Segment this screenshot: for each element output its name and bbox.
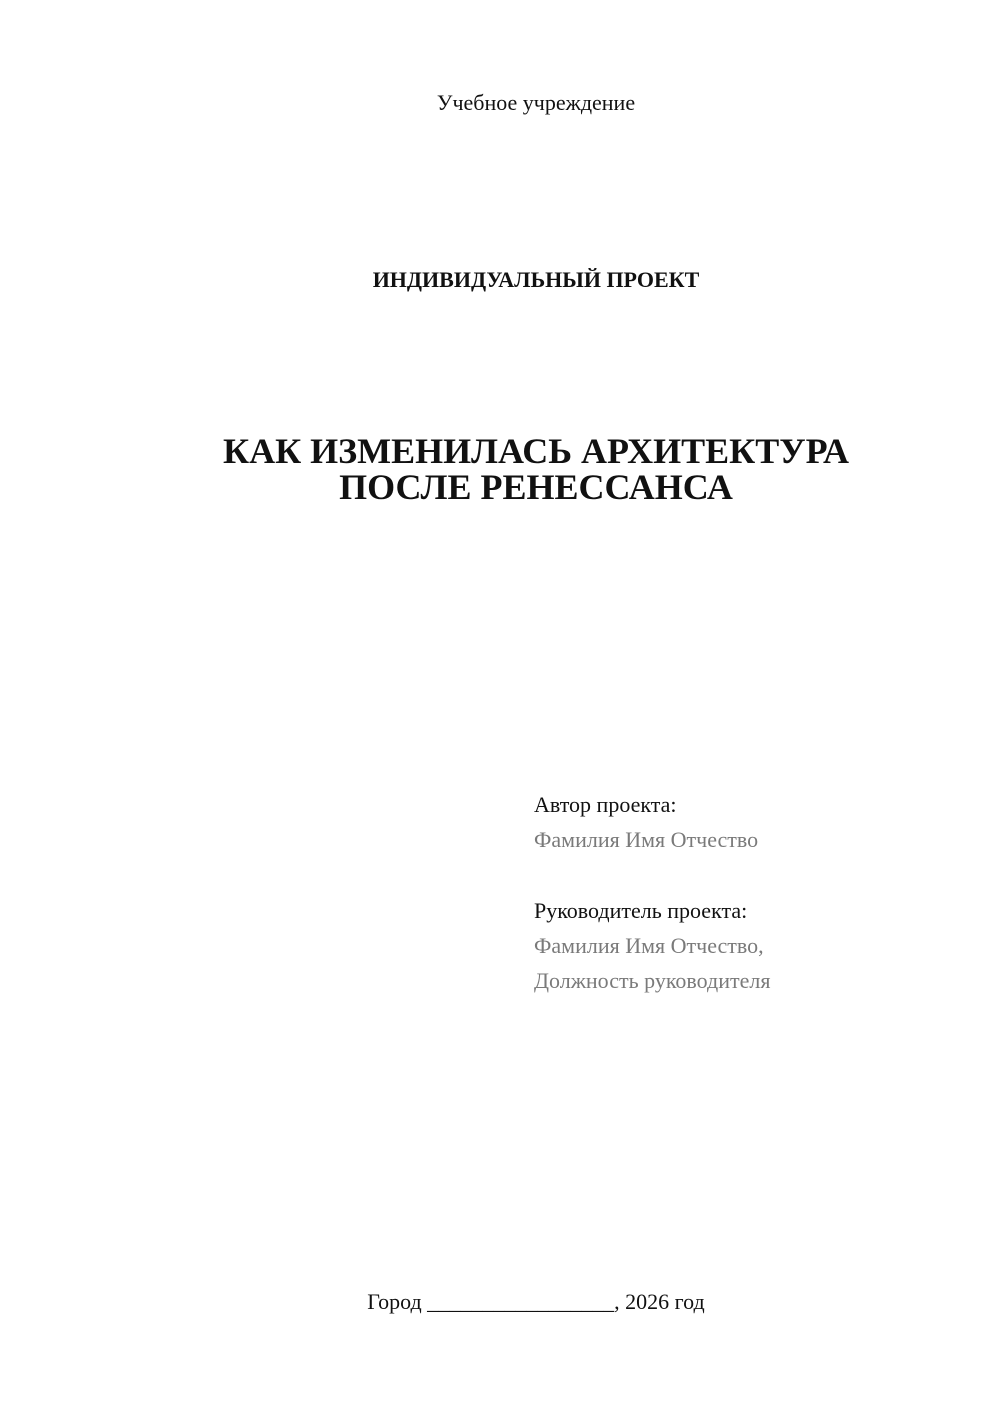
supervisor-label: Руководитель проекта: — [534, 898, 748, 923]
city-year-line: Город _________________, 2026 год — [367, 1289, 705, 1314]
author-name: Фамилия Имя Отчество — [534, 827, 759, 852]
institution-name: Учебное учреждение — [436, 90, 636, 115]
document-type: ИНДИВИДУАЛЬНЫЙ ПРОЕКТ — [372, 267, 700, 292]
supervisor-name: Фамилия Имя Отчество, — [534, 933, 764, 958]
author-block — [534, 787, 758, 857]
project-title-line-2: ПОСЛЕ РЕНЕССАНСА — [339, 467, 733, 507]
project-title — [36, 433, 1000, 505]
author-label: Автор проекта: — [534, 792, 677, 817]
project-title-line-1: КАК ИЗМЕНИЛАСЬ АРХИТЕКТУРА — [222, 431, 850, 471]
supervisor-position: Должность руководителя — [534, 968, 771, 993]
supervisor-block — [534, 893, 770, 998]
